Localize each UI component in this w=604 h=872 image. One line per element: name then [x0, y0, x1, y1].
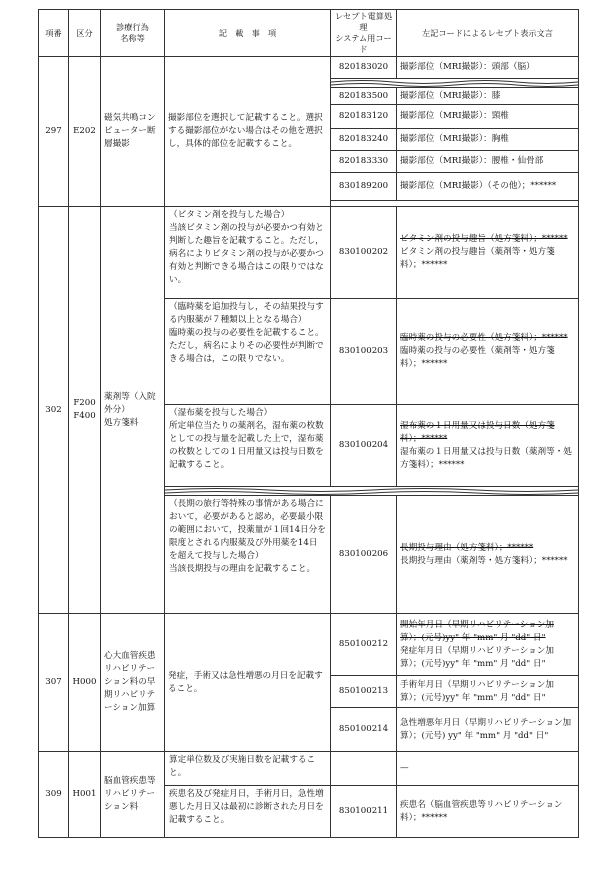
code-cell: 820183020 [331, 57, 397, 79]
display-cell [397, 614, 579, 676]
deleted-text: 開始年月日（早期リハビリテーション加算）；(元号)yy" 年 "mm" 月 "dd" 日" [400, 619, 554, 643]
code-cell: 850100214 [331, 708, 397, 752]
display-cell: 疾患名（脳血管疾患等リハビリテーション料）；****** [397, 786, 579, 838]
item-no-302: 302 [39, 207, 69, 614]
table-header-row [39, 10, 579, 57]
deleted-text: 湿布薬の１日用量又は投与日数（処方箋料）；****** [400, 420, 555, 444]
entry-cell: 算定単位数及び実施日数を記載すること。 [165, 752, 331, 786]
revised-text: 発症年月日（早期リハビリテーション加算）；(元号)yy" 年 "mm" 月 "dd" 日" [400, 645, 554, 669]
header-code: レセプト電算処理 システム用コード [331, 10, 397, 57]
deleted-text: 長期投与理由（処方箋料）；****** [400, 542, 534, 553]
treatment-297: 磁気共鳴コンピューター断層撮影 [101, 57, 165, 207]
code-cell: 820183500 [331, 88, 397, 105]
category-297: E202 [69, 57, 101, 207]
code-cell [331, 752, 397, 786]
display-cell: 撮影部位（MRI撮影）：頸椎 [397, 105, 579, 129]
entry-cell: （湿布薬を投与した場合） 所定単位当たりの薬剤名，湿布薬の枚数としての投与量を記載した上で，湿布薬の枚数としての１日用量又は投与日数を記載すること。 [165, 405, 331, 487]
code-cell: 830189200 [331, 173, 397, 201]
display-cell: 撮影部位（MRI撮影）：膝 [397, 88, 579, 105]
header-item-no: 項番 [39, 10, 69, 57]
entry-cell: （長期の旅行等特殊の事情がある場合において，必要があると認め，必要最小限の範囲において，投薬量が１回14日分を限度とされる内服薬及び外用薬を14日を超えて投与した場合） 当該長期投与の理由を記載すること。 [165, 496, 331, 614]
code-cell: 830100203 [331, 299, 397, 405]
entry-307: 発症，手術又は急性増悪の月日を記載すること。 [165, 614, 331, 752]
display-cell [397, 405, 579, 487]
code-cell: 830100204 [331, 405, 397, 487]
header-display: 左記コードによるレセプト表示文言 [397, 10, 579, 57]
display-cell: 撮影部位（MRI撮影）：頭部（脳） [397, 57, 579, 79]
display-cell [397, 496, 579, 614]
revised-text: 臨時薬の投与の必要性（薬剤等・処方箋料）；****** [400, 346, 555, 369]
display-cell [397, 299, 579, 405]
deleted-text: ビタミン剤の投与趣旨（処方箋料）；****** [400, 234, 568, 244]
table-row [39, 614, 579, 676]
display-cell: — [397, 752, 579, 786]
deleted-text: 臨時薬の投与の必要性（処方箋料）；****** [400, 333, 568, 343]
revised-text: ビタミン剤の投与趣旨（薬剤等・処方箋料）；****** [400, 247, 555, 270]
category-302: F200 F400 [69, 207, 101, 614]
table-row [39, 752, 579, 786]
omission-wave [165, 487, 579, 496]
item-no-309: 309 [39, 752, 69, 838]
display-cell: 撮影部位（MRI撮影）：胸椎 [397, 129, 579, 151]
revised-text: 湿布薬の１日用量又は投与日数（薬剤等・処方箋料）；****** [400, 446, 572, 470]
item-no-297: 297 [39, 57, 69, 207]
display-cell: 急性増悪年月日（早期リハビリテーション加算）；(元号) yy" 年 "mm" 月 "dd" 日" [397, 708, 579, 752]
entry-cell: （臨時薬を追加投与し，その結果投与する内服薬が７種類以上となる場合） 臨時薬の投与の必要性を記載すること。ただし，病名によりその必要性が判断できる場合は，この限りでない。 [165, 299, 331, 405]
receipt-entry-table [38, 9, 579, 838]
code-cell: 820183330 [331, 151, 397, 173]
treatment-302: 薬剤等（入院外分） 処方箋料 [101, 207, 165, 614]
treatment-309: 脳血管疾患等リハビリテーション料 [101, 752, 165, 838]
display-cell: 撮影部位（MRI撮影）：腰椎・仙骨部 [397, 151, 579, 173]
treatment-307: 心大血管疾患リハビリテーション料の早期リハビリテーション加算 [101, 614, 165, 752]
header-entry: 記 載 事 項 [165, 10, 331, 57]
item-no-307: 307 [39, 614, 69, 752]
table-row [39, 57, 579, 79]
code-cell: 850100213 [331, 676, 397, 708]
code-cell: 820183240 [331, 129, 397, 151]
display-cell: 撮影部位（MRI撮影）（その他）；****** [397, 173, 579, 201]
display-cell: 手術年月日（早期リハビリテーション加算）；(元号)yy" 年 "mm" 月 "dd" 日" [397, 676, 579, 708]
display-cell [397, 207, 579, 299]
category-307: H000 [69, 614, 101, 752]
header-category: 区分 [69, 10, 101, 57]
code-cell: 850100212 [331, 614, 397, 676]
entry-cell: 疾患名及び発症月日，手術月日，急性増悪した月日又は最初に診断された月日を記載すること。 [165, 786, 331, 838]
category-309: H001 [69, 752, 101, 838]
code-cell: 830100206 [331, 496, 397, 614]
header-treatment: 診療行為 名称等 [101, 10, 165, 57]
entry-297: 撮影部位を選択して記載すること。選択する撮影部位がない場合はその他を選択し，具体的部位を記載すること。 [165, 57, 331, 207]
entry-cell: （ビタミン剤を投与した場合） 当該ビタミン剤の投与が必要かつ有効と判断した趣旨を記載すること。ただし，病名によりビタミン剤の投与が必要かつ有効と判断できる場合はこの限りではない。 [165, 207, 331, 299]
code-cell: 830100202 [331, 207, 397, 299]
table-row [39, 207, 579, 299]
omission-wave [331, 79, 579, 88]
code-cell: 820183120 [331, 105, 397, 129]
revised-text: 長期投与理由（薬剤等・処方箋料）；****** [400, 555, 568, 566]
code-cell: 830100211 [331, 786, 397, 838]
